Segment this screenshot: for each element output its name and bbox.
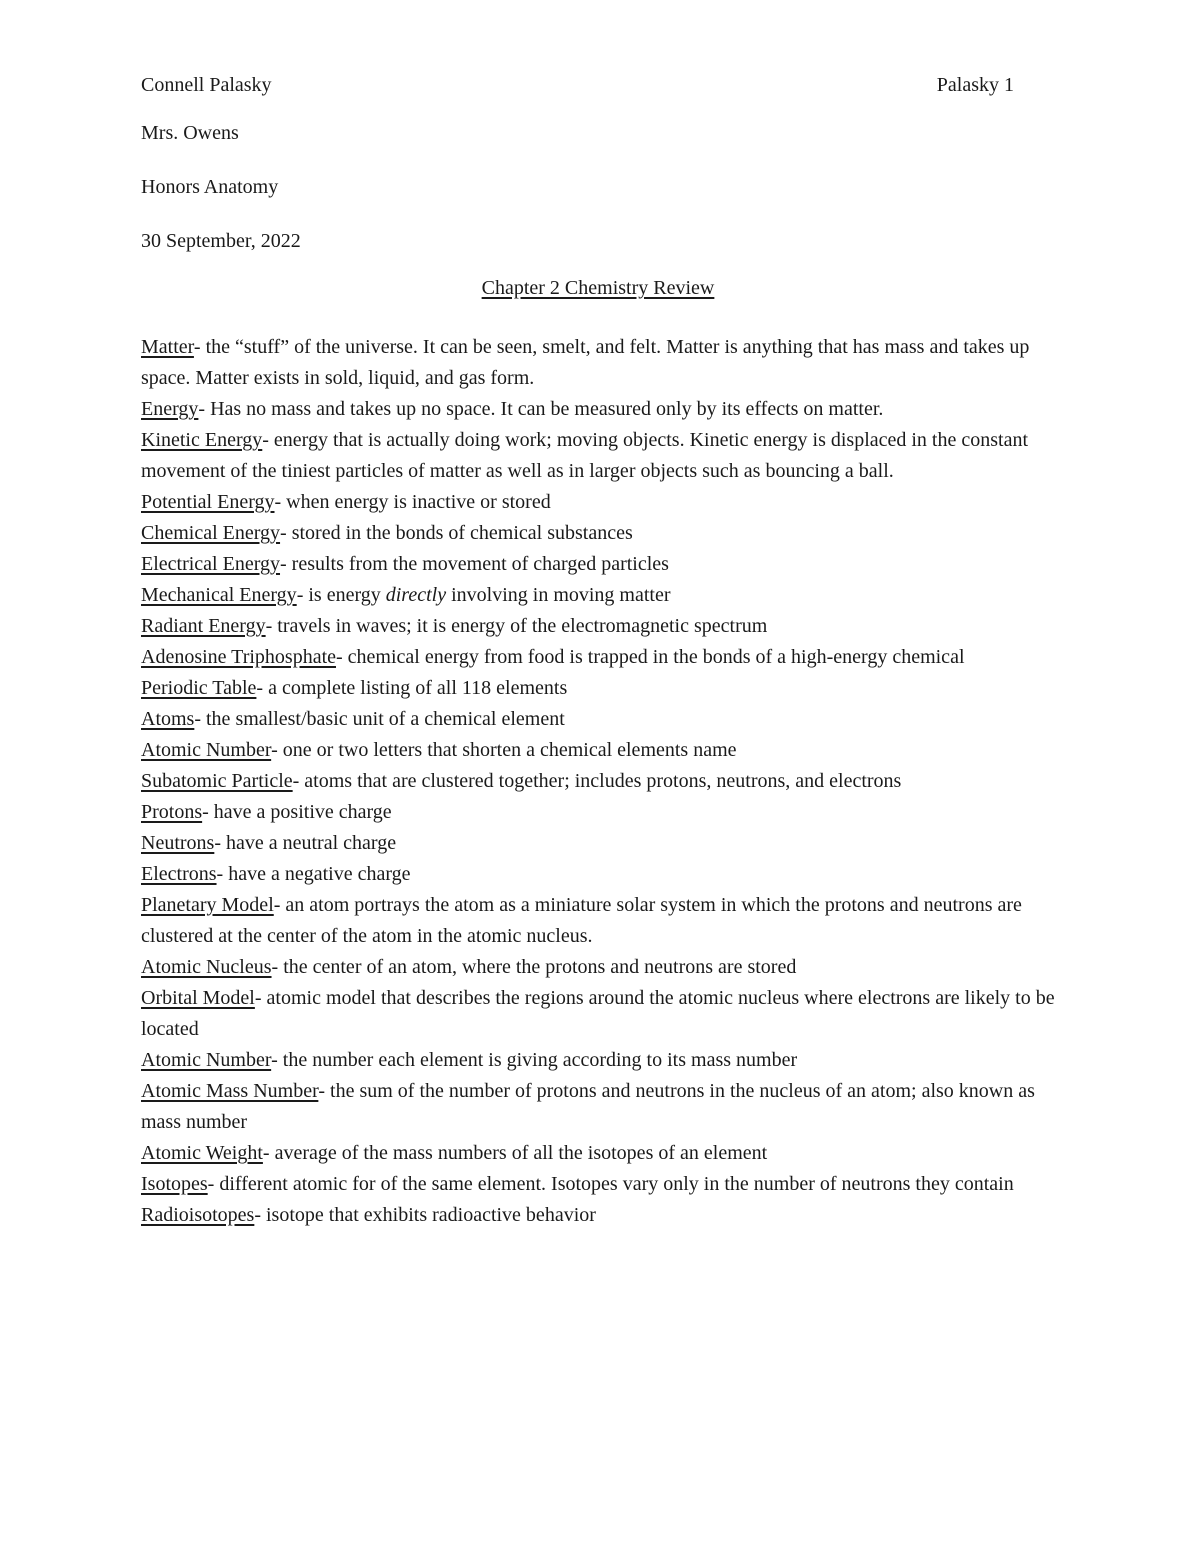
definition-text: - atoms that are clustered together; includes protons, neutrons, and electrons [292,770,902,792]
definition-entry [141,952,1061,983]
definition-term: Radioisotopes [141,1204,255,1226]
definition-list [141,332,1061,1231]
definition-entry [141,642,1061,673]
definition-text: - Has no mass and takes up no space. It can be measured only by its effects on matter. [198,398,884,420]
definition-entry [141,1169,1061,1200]
definition-text: - when energy is inactive or stored [274,491,551,513]
definition-term: Planetary Model [141,894,274,916]
definition-term: Atomic Mass Number [141,1080,319,1102]
definition-text: - the sum of the number of protons and neutrons in the nucleus of an atom; also known as mass number [141,1080,1035,1133]
definition-term: Mechanical Energy [141,584,297,606]
definition-text: - have a negative charge [216,863,411,885]
document-date: 30 September, 2022 [141,230,301,252]
definition-term: Kinetic Energy [141,429,263,451]
definition-term: Neutrons [141,832,215,854]
student-name: Connell Palasky [141,74,272,96]
definition-text: - chemical energy from food is trapped in the bonds of a high-energy chemical [336,646,965,668]
definition-text: - results from the movement of charged particles [280,553,669,575]
definition-term: Orbital Model [141,987,255,1009]
definition-text-after: involving in moving matter [446,584,671,606]
definition-entry [141,859,1061,890]
header-row [141,66,1061,106]
definition-text: - an atom portrays the atom as a miniature solar system in which the protons and neutrons are clustered at the center of the atom in the atomic nucleus. [141,894,1022,947]
definition-term: Electrons [141,863,217,885]
definition-text: - one or two letters that shorten a chemical elements name [271,739,737,761]
definition-term: Atomic Weight [141,1142,263,1164]
definition-term: Atoms [141,708,195,730]
teacher-name: Mrs. Owens [141,122,239,144]
definition-term: Periodic Table [141,677,257,699]
definition-text: - different atomic for of the same element. Isotopes vary only in the number of neutrons they contain [207,1173,1014,1195]
definition-entry [141,983,1061,1045]
definition-text-before: - is energy [296,584,386,606]
definition-text: - the “stuff” of the universe. It can be seen, smelt, and felt. Matter is anything that has mass and takes up space. Matter exists in sold, liquid, and gas form. [141,336,1030,389]
document-title: Chapter 2 Chemistry Review [481,277,715,299]
definition-term: Protons [141,801,203,823]
page-number: Palasky 1 [936,74,1014,96]
definition-text: - energy that is actually doing work; moving objects. Kinetic energy is displaced in the constant movement of the tiniest particles of matter as well as in larger objects such as bouncing a ball. [141,429,1029,482]
definition-entry [141,332,1061,394]
definition-entry [141,549,1061,580]
definition-entry [141,580,1061,611]
definition-text: - average of the mass numbers of all the isotopes of an element [262,1142,768,1164]
definition-text: - stored in the bonds of chemical substances [280,522,633,544]
definition-text: - have a neutral charge [214,832,397,854]
definition-entry [141,673,1061,704]
document-body [141,66,1061,1231]
definition-entry [141,890,1061,952]
definition-term: Radiant Energy [141,615,266,637]
definition-term: Subatomic Particle [141,770,293,792]
definition-term: Electrical Energy [141,553,281,575]
definition-entry [141,1076,1061,1138]
definition-term: Adenosine Triphosphate [141,646,336,668]
definition-text: - isotope that exhibits radioactive behavior [254,1204,596,1226]
definition-text: - have a positive charge [202,801,392,823]
definition-entry [141,735,1061,766]
definition-entry [141,828,1061,859]
definition-term: Atomic Number [141,739,272,761]
definition-entry [141,487,1061,518]
definition-text: - the number each element is giving according to its mass number [271,1049,798,1071]
definition-term: Chemical Energy [141,522,281,544]
definition-entry [141,797,1061,828]
definition-term: Potential Energy [141,491,275,513]
definition-text: - atomic model that describes the regions around the atomic nucleus where electrons are likely to be located [141,987,1055,1040]
definition-emphasis: directly [385,584,447,606]
definition-entry [141,1200,1061,1231]
definition-term: Isotopes [141,1173,208,1195]
definition-text: - travels in waves; it is energy of the electromagnetic spectrum [265,615,768,637]
definition-entry [141,1045,1061,1076]
course-name: Honors Anatomy [141,176,279,198]
definition-term: Matter [141,336,194,358]
definition-entry [141,766,1061,797]
definition-text: - a complete listing of all 118 elements [256,677,568,699]
definition-term: Energy [141,398,199,420]
definition-entry [141,518,1061,549]
definition-entry [141,425,1061,487]
definition-text: - the center of an atom, where the protons and neutrons are stored [271,956,797,978]
definition-entry [141,611,1061,642]
definition-term: Atomic Nucleus [141,956,272,978]
definition-term: Atomic Number [141,1049,272,1071]
definition-text: - the smallest/basic unit of a chemical element [194,708,565,730]
definition-entry [141,1138,1061,1169]
title-wrap [138,268,1058,332]
definition-entry [141,394,1061,425]
definition-entry [141,704,1061,735]
